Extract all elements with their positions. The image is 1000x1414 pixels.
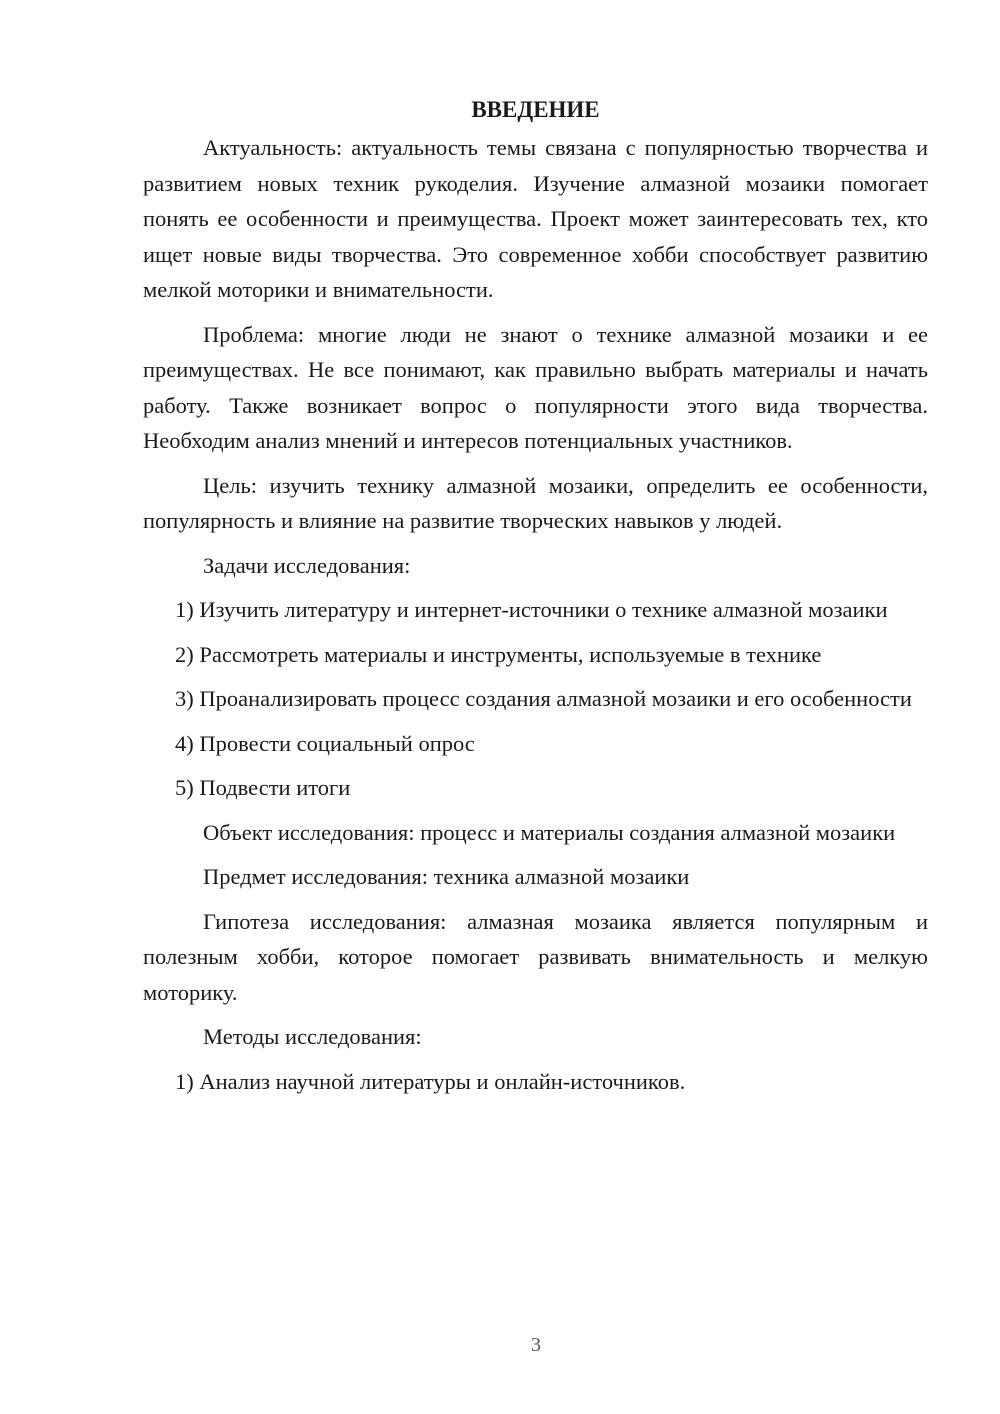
task-item: 2) Рассмотреть материалы и инструменты, используемые в технике: [175, 641, 822, 667]
object-paragraph: Объект исследования: процесс и материалы создания алмазной мозаики: [203, 819, 896, 845]
tasks-heading: Задачи исследования:: [203, 552, 411, 578]
method-item: 1) Анализ научной литературы и онлайн-источников.: [175, 1068, 686, 1094]
goal-paragraph: Цель: изучить технику алмазной мозаики, определить ее особенности, популярность и влияние на развитие творческих навыков у людей.: [143, 472, 928, 533]
task-item: 4) Провести социальный опрос: [175, 730, 475, 756]
page-number: 3: [531, 1334, 541, 1356]
relevance-paragraph: Актуальность: актуальность темы связана с популярностью творчества и развитием новых техник рукоделия. Изучение алмазной мозаики помогает понять ее особенности и преимущества. Проект может заинтересовать тех, кто ищет новые виды творчества. Это современное хобби способствует развитию мелкой моторики и внимательности.: [143, 135, 928, 302]
task-item: 1) Изучить литературу и интернет-источники о технике алмазной мозаики: [175, 597, 888, 622]
problem-paragraph: Проблема: многие люди не знают о технике алмазной мозаики и ее преимуществах. Не все понимают, как правильно выбрать материалы и начать работу. Также возникает вопрос о популярности этого вида творчества. Необходим анализ мнений и интересов потенциальных участников.: [143, 321, 928, 453]
task-item: 5) Подвести итоги: [175, 775, 351, 800]
section-title: ВВЕДЕНИЕ: [471, 97, 600, 122]
subject-paragraph: Предмет исследования: техника алмазной мозаики: [203, 864, 690, 889]
page-content: [143, 92, 928, 1108]
hypothesis-paragraph: Гипотеза исследования: алмазная мозаика является популярным и полезным хобби, которое помогает развивать внимательность и мелкую моторику.: [143, 908, 928, 1005]
task-item: 3) Проанализировать процесс создания алмазной мозаики и его особенности: [175, 686, 912, 711]
methods-heading: Методы исследования:: [203, 1024, 422, 1049]
